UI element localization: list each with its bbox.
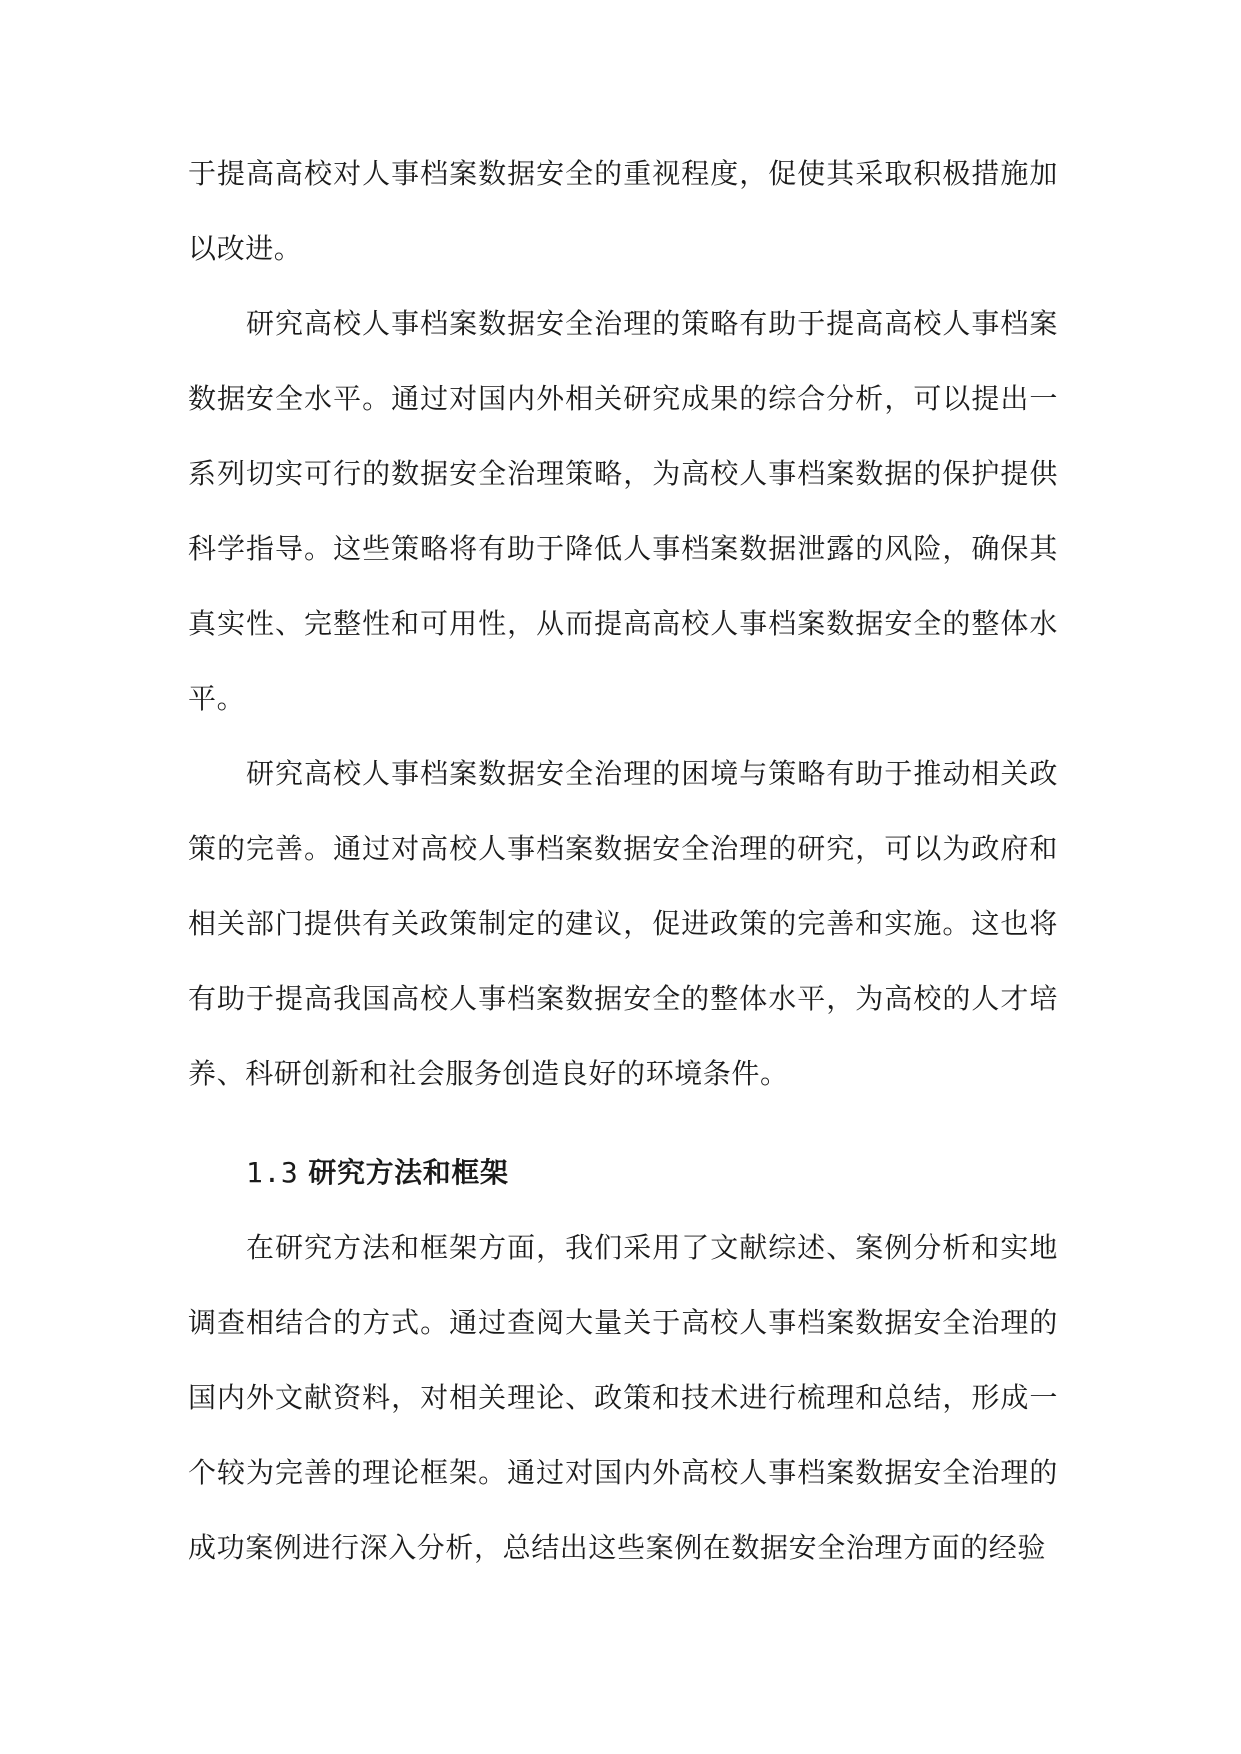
section-title: 研究方法和框架: [308, 1156, 509, 1189]
paragraph-continuation: 于提高高校对人事档案数据安全的重视程度，促使其采取积极措施加以改进。: [188, 157, 1058, 265]
section-heading: [188, 1135, 1058, 1210]
paragraph-strategy: 研究高校人事档案数据安全治理的策略有助于提高高校人事档案数据安全水平。通过对国内外相关研究成果的综合分析，可以提出一系列切实可行的数据安全治理策略，为高校人事档案数据的保护提供科学指导。这些策略将有助于降低人事档案数据泄露的风险，确保其真实性、完整性和可用性，从而提高高校人事档案数据安全的整体水平。: [188, 307, 1058, 715]
paragraph-policy: 研究高校人事档案数据安全治理的困境与策略有助于推动相关政策的完善。通过对高校人事档案数据安全治理的研究，可以为政府和相关部门提供有关政策制定的建议，促进政策的完善和实施。这也将有助于提高我国高校人事档案数据安全的整体水平，为高校的人才培养、科研创新和社会服务创造良好的环境条件。: [188, 757, 1058, 1090]
document-page: [188, 136, 1058, 1585]
section-number: 1.3: [246, 1156, 299, 1189]
paragraph-methods: 在研究方法和框架方面，我们采用了文献综述、案例分析和实地调查相结合的方式。通过查阅大量关于高校人事档案数据安全治理的国内外文献资料，对相关理论、政策和技术进行梳理和总结，形成一个较为完善的理论框架。通过对国内外高校人事档案数据安全治理的成功案例进行深入分析，总结出这些案例在数据安全治理方面的经验: [188, 1231, 1058, 1564]
